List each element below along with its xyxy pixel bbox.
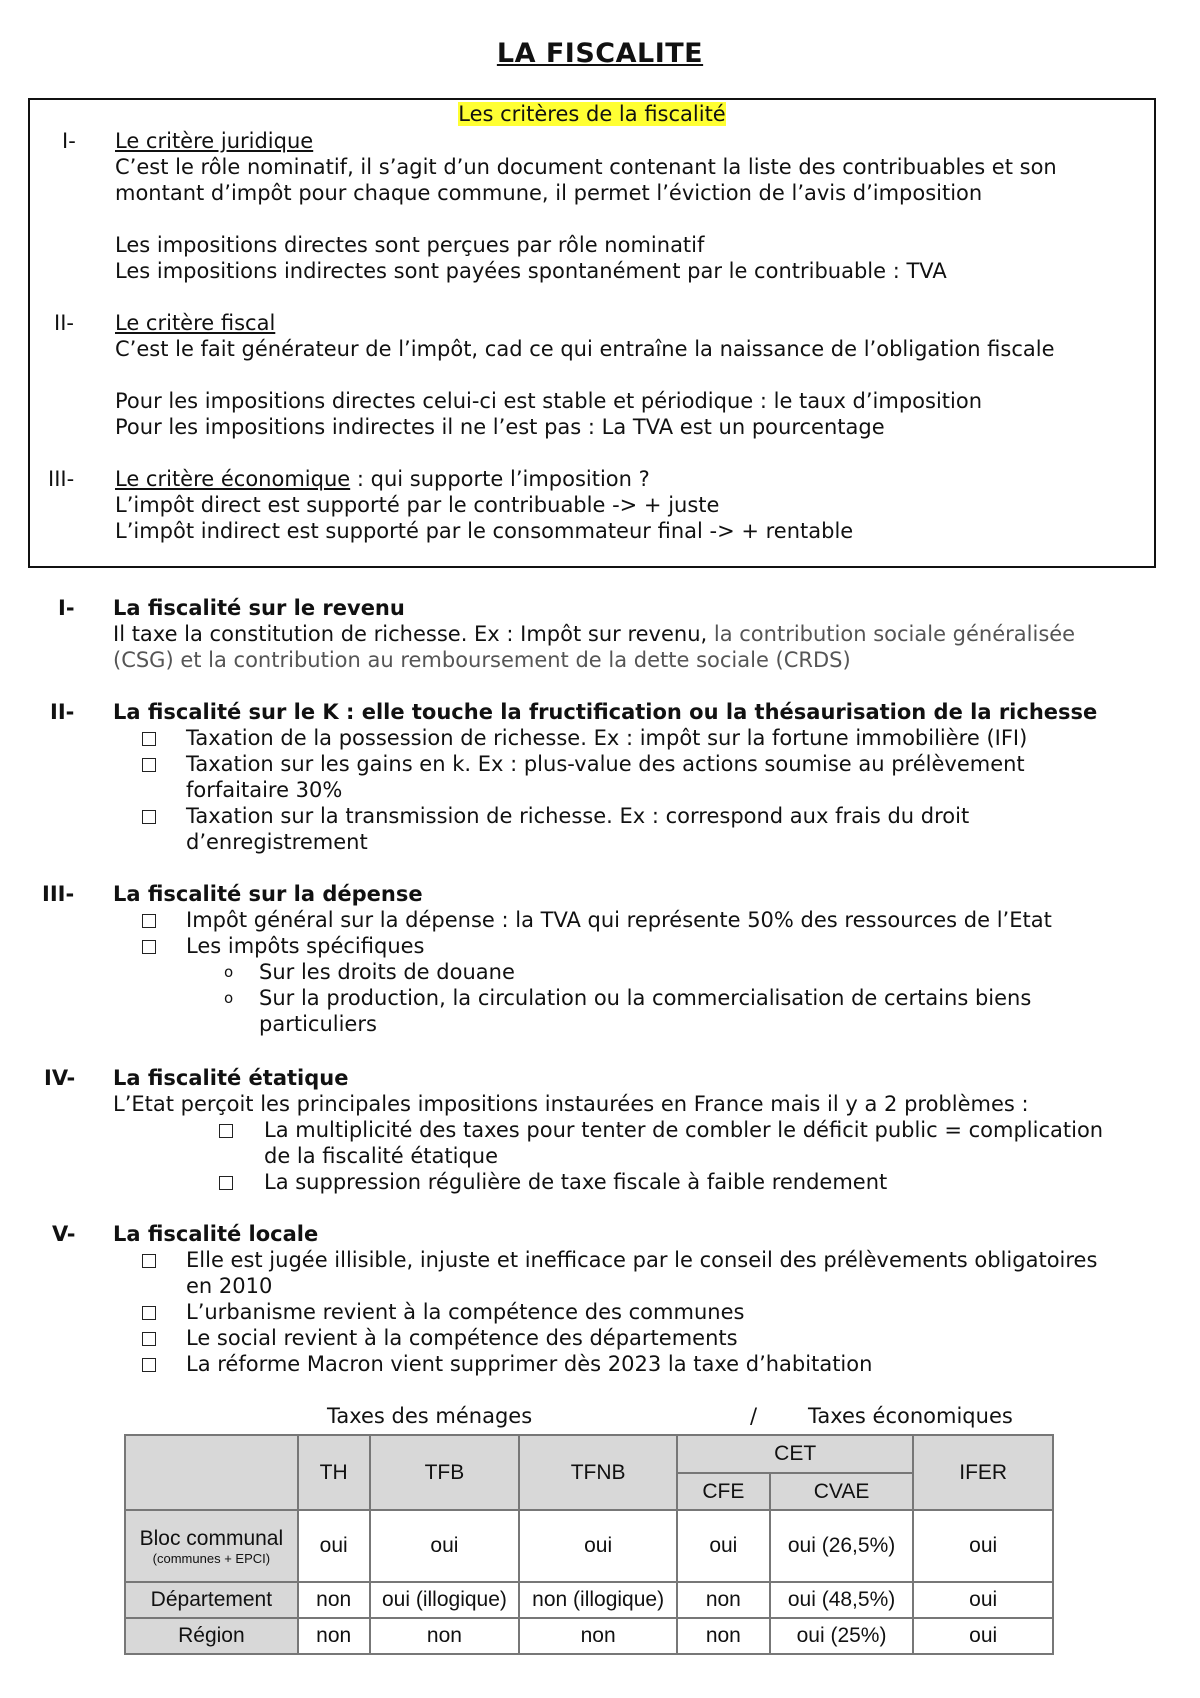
checkbox-icon xyxy=(142,1254,156,1268)
table-cell: oui xyxy=(913,1510,1053,1582)
criteria-text: C’est le fait générateur de l’impôt, cad ce qui entraîne la naissance de l’obligation fiscale xyxy=(115,337,1055,361)
table-cell: oui xyxy=(519,1510,677,1582)
sub-list-item: Sur les droits de douane xyxy=(259,960,515,984)
section-number-1: I- xyxy=(58,596,75,620)
table-cell: non xyxy=(519,1618,677,1654)
table-cell: oui xyxy=(370,1510,520,1582)
header-cet: CET xyxy=(677,1435,913,1473)
sub-list-item: Sur la production, la circulation ou la commercialisation de certains biens xyxy=(259,986,1032,1010)
circle-bullet-icon: o xyxy=(224,963,234,981)
checkbox-icon xyxy=(142,1358,156,1372)
table-cell: non xyxy=(370,1618,520,1654)
list-item: Elle est jugée illisible, injuste et inefficace par le conseil des prélèvements obligatoires xyxy=(186,1248,1098,1272)
section-number-2: II- xyxy=(50,700,75,724)
list-item: en 2010 xyxy=(186,1274,273,1298)
table-row xyxy=(125,1582,1053,1618)
checkbox-icon xyxy=(142,914,156,928)
section-1-text: (CSG) et la contribution au remboursement de la dette sociale (CRDS) xyxy=(113,648,851,672)
checkbox-icon xyxy=(219,1176,233,1190)
header-ifer: IFER xyxy=(913,1435,1053,1510)
table-row xyxy=(125,1510,1053,1582)
criteria-text: Pour les impositions directes celui-ci est stable et périodique : le taux d’imposition xyxy=(115,389,983,413)
section-number-4: IV- xyxy=(44,1066,76,1090)
list-item: Les impôts spécifiques xyxy=(186,934,425,958)
criteria-number-2: II- xyxy=(54,311,74,335)
list-item: Taxation sur les gains en k. Ex : plus-value des actions soumise au prélèvement xyxy=(186,752,1025,776)
list-item: La réforme Macron vient supprimer dès 2023 la taxe d’habitation xyxy=(186,1352,873,1376)
checkbox-icon xyxy=(142,1332,156,1346)
table-row xyxy=(125,1618,1053,1654)
table-caption-left: Taxes des ménages xyxy=(327,1404,533,1428)
list-item: Impôt général sur la dépense : la TVA qui représente 50% des ressources de l’Etat xyxy=(186,908,1052,932)
sub-list-item: particuliers xyxy=(259,1012,377,1036)
header-cfe: CFE xyxy=(677,1473,770,1510)
header-tfnb: TFNB xyxy=(519,1435,677,1510)
header-th: TH xyxy=(298,1435,370,1510)
checkbox-icon xyxy=(142,940,156,954)
table-corner-cell xyxy=(125,1435,298,1510)
criteria-title-3: Le critère économique xyxy=(115,467,351,491)
section-number-3: III- xyxy=(42,882,75,906)
row-label: Région xyxy=(125,1618,298,1654)
list-item: Taxation de la possession de richesse. Ex : impôt sur la fortune immobilière (IFI) xyxy=(186,726,1028,750)
checkbox-icon xyxy=(142,1306,156,1320)
section-number-5: V- xyxy=(52,1222,76,1246)
criteria-text: Les impositions directes sont perçues par rôle nominatif xyxy=(115,233,705,257)
table-cell: non xyxy=(677,1582,770,1618)
header-tfb: TFB xyxy=(370,1435,520,1510)
list-item: Le social revient à la compétence des départements xyxy=(186,1326,738,1350)
section-4-intro: L’Etat perçoit les principales impositions instaurées en France mais il y a 2 problèmes : xyxy=(113,1092,1029,1116)
criteria-number-3: III- xyxy=(48,467,75,491)
list-item: d’enregistrement xyxy=(186,830,368,854)
table-cell: oui (26,5%) xyxy=(770,1510,914,1582)
criteria-text: C’est le rôle nominatif, il s’agit d’un document contenant la liste des contribuables et son xyxy=(115,155,1057,179)
section-title-1: La fiscalité sur le revenu xyxy=(113,596,405,620)
table-cell: non xyxy=(298,1582,370,1618)
table-cell: oui (25%) xyxy=(770,1618,914,1654)
header-cvae: CVAE xyxy=(770,1473,914,1510)
criteria-box xyxy=(28,98,1156,568)
criteria-text: Pour les impositions indirectes il ne l’est pas : La TVA est un pourcentage xyxy=(115,415,885,439)
section-title-5: La fiscalité locale xyxy=(113,1222,319,1246)
table-caption-separator: / xyxy=(750,1404,758,1428)
section-title-4: La fiscalité étatique xyxy=(113,1066,349,1090)
criteria-text: L’impôt indirect est supporté par le consommateur final -> + rentable xyxy=(115,519,854,543)
list-item: L’urbanisme revient à la compétence des communes xyxy=(186,1300,745,1324)
table-cell: non (illogique) xyxy=(519,1582,677,1618)
table-cell: oui xyxy=(913,1582,1053,1618)
criteria-text: L’impôt direct est supporté par le contribuable -> + juste xyxy=(115,493,720,517)
section-title-3: La fiscalité sur la dépense xyxy=(113,882,423,906)
table-cell: oui xyxy=(913,1618,1053,1654)
criteria-title-3-line xyxy=(115,466,650,492)
list-item: de la fiscalité étatique xyxy=(264,1144,499,1168)
row-sublabel: (communes + EPCI) xyxy=(152,1550,271,1566)
checkbox-icon xyxy=(219,1124,233,1138)
list-item: La multiplicité des taxes pour tenter de combler le déficit public = complication xyxy=(264,1118,1104,1142)
circle-bullet-icon: o xyxy=(224,989,234,1007)
table-cell: oui xyxy=(677,1510,770,1582)
criteria-title-3-suffix: : qui supporte l’imposition ? xyxy=(350,467,650,491)
table-cell: non xyxy=(298,1618,370,1654)
table-cell: non xyxy=(677,1618,770,1654)
criteria-heading: Les critères de la fiscalité xyxy=(458,102,726,126)
list-item: forfaitaire 30% xyxy=(186,778,343,802)
tax-table xyxy=(124,1434,1054,1655)
section-1-text: Il taxe la constitution de richesse. Ex : Impôt sur revenu, la contribution sociale généralisée xyxy=(113,622,1076,646)
checkbox-icon xyxy=(142,758,156,772)
table-cell: oui (illogique) xyxy=(370,1582,520,1618)
table-cell: oui xyxy=(298,1510,370,1582)
criteria-title-2: Le critère fiscal xyxy=(115,311,276,335)
criteria-text: montant d’impôt pour chaque commune, il permet l’éviction de l’avis d’imposition xyxy=(115,181,983,205)
page-title: LA FISCALITE xyxy=(496,38,704,69)
criteria-number-1: I- xyxy=(62,129,76,153)
checkbox-icon xyxy=(142,732,156,746)
row-label: Département xyxy=(125,1582,298,1618)
table-caption-right: Taxes économiques xyxy=(808,1404,1013,1428)
checkbox-icon xyxy=(142,810,156,824)
list-item: La suppression régulière de taxe fiscale à faible rendement xyxy=(264,1170,888,1194)
list-item: Taxation sur la transmission de richesse. Ex : correspond aux frais du droit xyxy=(186,804,970,828)
section-title-2: La fiscalité sur le K : elle touche la fructification ou la thésaurisation de la richesse xyxy=(113,700,1098,724)
criteria-text: Les impositions indirectes sont payées spontanément par le contribuable : TVA xyxy=(115,259,947,283)
row-label: Bloc communal (communes + EPCI) xyxy=(125,1510,298,1582)
table-cell: oui (48,5%) xyxy=(770,1582,914,1618)
criteria-title-1: Le critère juridique xyxy=(115,129,314,153)
